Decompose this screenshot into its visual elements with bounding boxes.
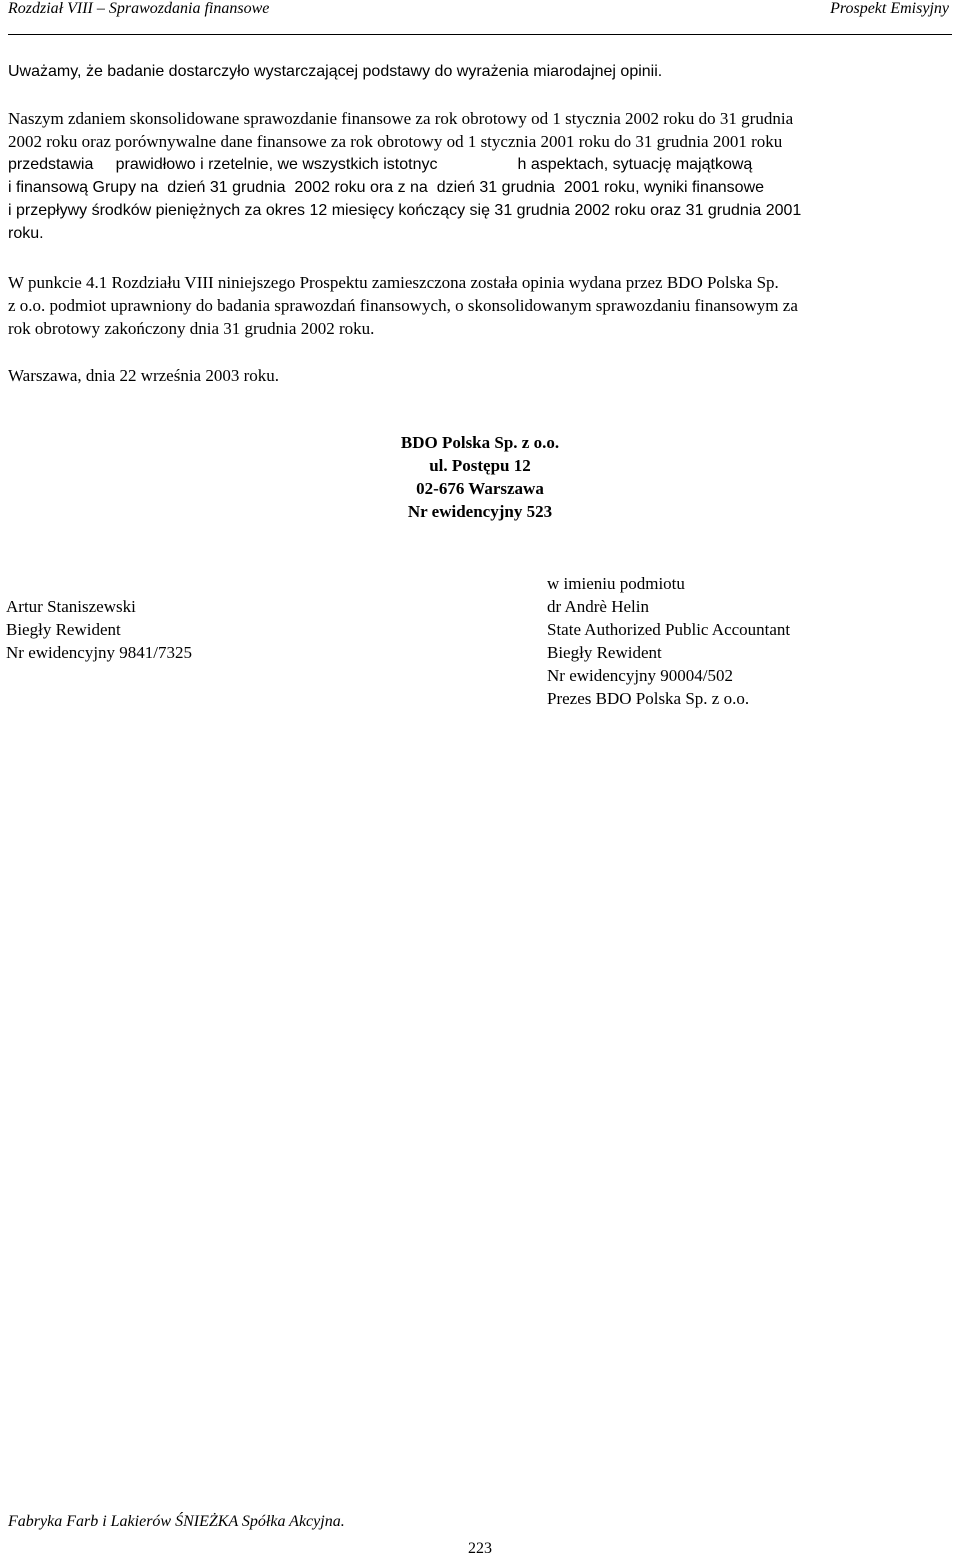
signatory-left-name: Artur Staniszewski bbox=[6, 597, 136, 616]
signatory-right-position: Prezes BDO Polska Sp. z o.o. bbox=[547, 689, 750, 708]
company-street: ul. Postępu 12 bbox=[429, 456, 531, 475]
footer-company-name: Fabryka Farb i Lakierów ŚNIEŻKA Spółka Akcyjna. bbox=[8, 1513, 345, 1530]
opinion-line: Naszym zdaniem skonsolidowane sprawozdanie finansowe za rok obrotowy od 1 stycznia 2002 roku do 31 grudnia bbox=[8, 109, 794, 128]
opinion-paragraph-main bbox=[8, 107, 954, 153]
reference-line: z o.o. podmiot uprawniony do badania sprawozdań finansowych, o skonsolidowanym sprawozdaniu finansowym za bbox=[8, 296, 798, 315]
opinion-line: i finansową Grupy na dzień 31 grudnia 2002 roku ora z na dzień 31 grudnia 2001 roku, wyniki finansowe bbox=[8, 179, 765, 196]
signatory-right-title: Biegły Rewident bbox=[547, 643, 662, 662]
reference-paragraph bbox=[8, 271, 954, 340]
opinion-line: 2002 roku oraz porównywalne dane finansowe za rok obrotowy od 1 stycznia 2001 roku do 31 grudnia 2001 roku bbox=[8, 132, 783, 151]
signatory-right-on-behalf: w imieniu podmiotu bbox=[547, 574, 685, 593]
opinion-line: i przepływy środków pieniężnych za okres 12 miesięcy kończący się 31 grudnia 2002 roku oraz 31 grudnia 2001 bbox=[8, 202, 802, 219]
company-name: BDO Polska Sp. z o.o. bbox=[400, 433, 560, 452]
signatory-left-title: Biegły Rewident bbox=[6, 620, 121, 639]
header-document-title: Prospekt Emisyjny bbox=[830, 0, 949, 17]
page-header bbox=[8, 0, 952, 35]
signatory-left-registration: Nr ewidencyjny 9841/7325 bbox=[6, 643, 193, 662]
signatory-left bbox=[6, 595, 192, 664]
place-and-date: Warszawa, dnia 22 września 2003 roku. bbox=[8, 366, 280, 385]
opinion-line: przedstawia prawidłowo i rzetelnie, we wszystkich istotnyc h aspektach, sytuację majątkową bbox=[8, 156, 753, 173]
signatory-right-title: State Authorized Public Accountant bbox=[547, 620, 791, 639]
opinion-line: roku. bbox=[8, 225, 44, 242]
company-city: 02-676 Warszawa bbox=[416, 479, 544, 498]
opinion-paragraph-continued bbox=[8, 153, 954, 245]
signatory-right bbox=[547, 572, 790, 710]
signatory-right-registration: Nr ewidencyjny 90004/502 bbox=[547, 666, 734, 685]
page-number: 223 bbox=[468, 1540, 492, 1557]
signatory-right-name: dr Andrè Helin bbox=[547, 597, 649, 616]
reference-line: W punkcie 4.1 Rozdziału VIII niniejszego Prospektu zamieszczona została opinia wydana przez BDO Polska Sp. bbox=[8, 273, 779, 292]
header-chapter-title: Rozdział VIII – Sprawozdania finansowe bbox=[8, 0, 270, 17]
reference-line: rok obrotowy zakończony dnia 31 grudnia 2002 roku. bbox=[8, 319, 375, 338]
opinion-intro: Uważamy, że badanie dostarczyło wystarczającej podstawy do wyrażenia miarodajnej opinii. bbox=[8, 63, 663, 80]
company-registration: Nr ewidencyjny 523 bbox=[407, 502, 553, 521]
auditor-company-block bbox=[0, 431, 960, 523]
